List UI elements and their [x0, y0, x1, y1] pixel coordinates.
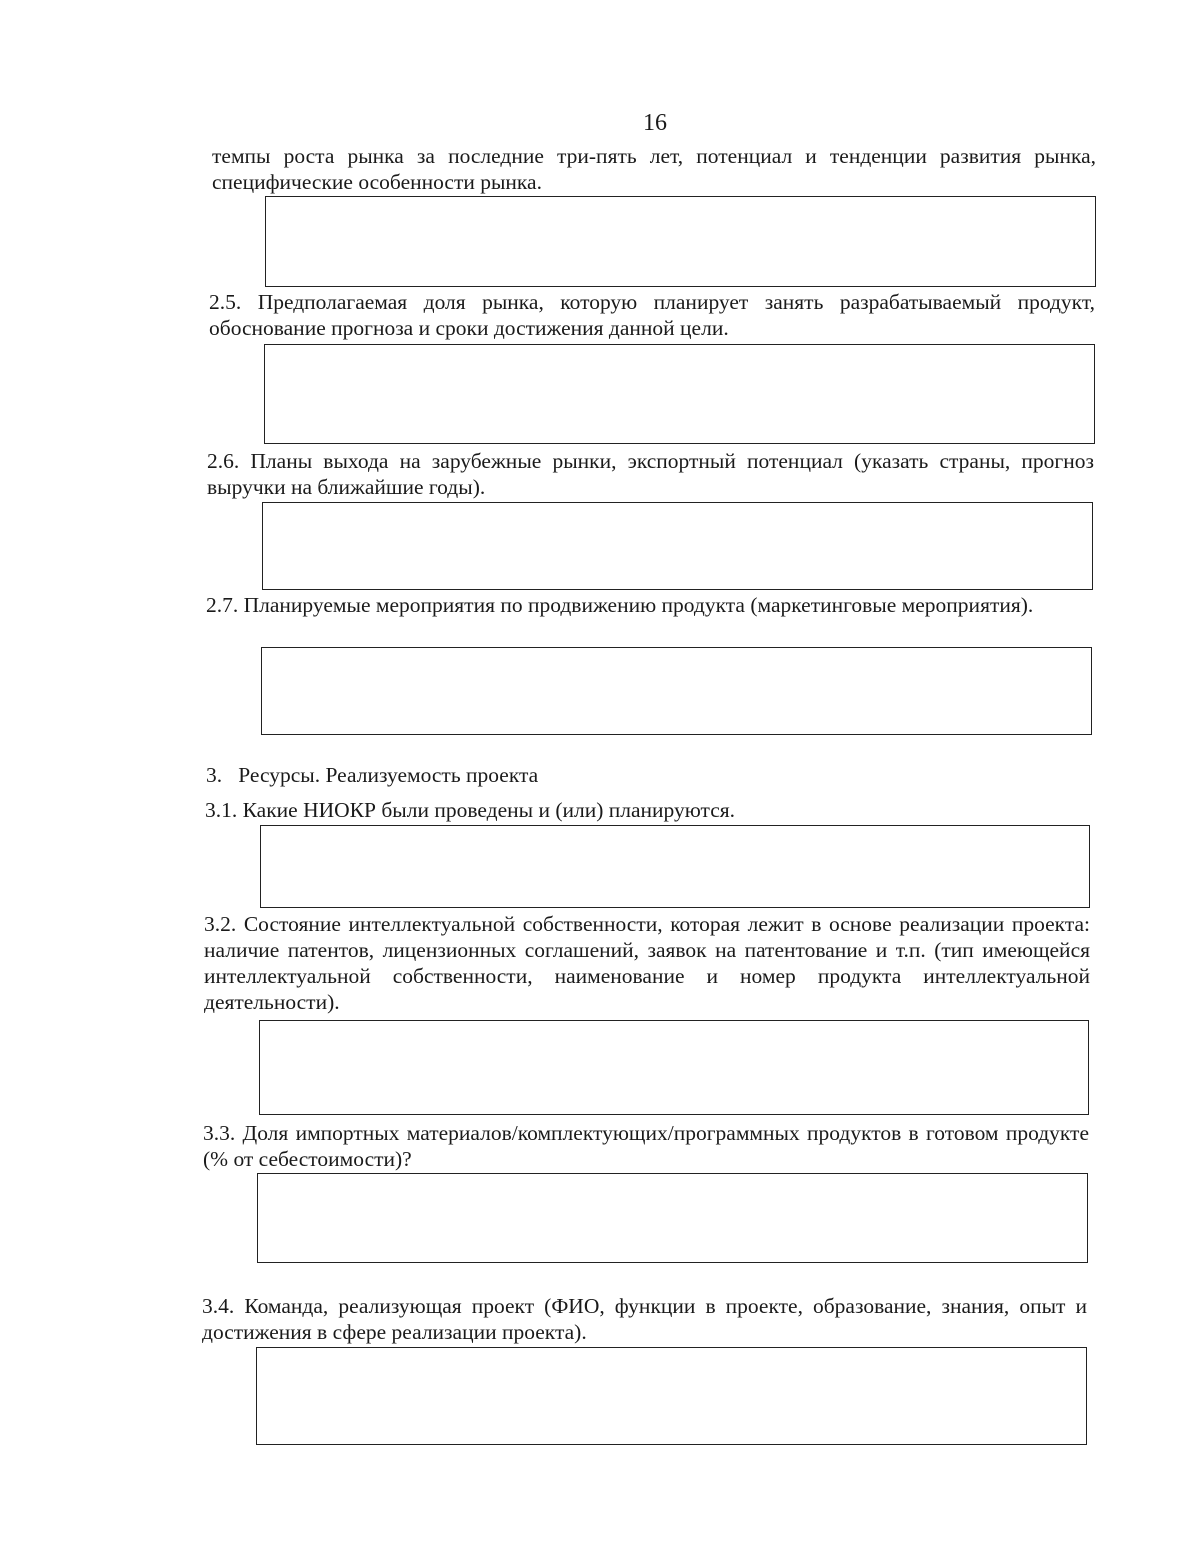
item-number: 2.6. — [207, 449, 240, 473]
item-text: Доля импортных материалов/комплектующих/программных продуктов в готовом продукте (% от себестоимости)? — [203, 1121, 1089, 1171]
section-3-heading — [206, 762, 906, 788]
answer-input-2-5[interactable] — [265, 345, 1094, 443]
item-3-3 — [203, 1120, 1089, 1172]
answer-box-2-7[interactable] — [261, 647, 1092, 735]
item-2-7 — [206, 592, 1093, 618]
intro-text: темпы роста рынка за последние три-пять лет, потенциал и тенденции развития рынка, специфические особенности рынка. — [212, 144, 1096, 194]
section-number: 3. — [206, 763, 223, 787]
item-text: Предполагаемая доля рынка, которую планирует занять разрабатываемый продукт, обоснование прогноза и сроки достижения данной цели. — [209, 290, 1095, 340]
item-text: Планируемые мероприятия по продвижению продукта (маркетинговые мероприятия). — [243, 593, 1034, 617]
answer-box-intro[interactable] — [265, 196, 1096, 287]
answer-box-3-2[interactable] — [259, 1020, 1089, 1115]
item-number: 3.3. — [203, 1121, 236, 1145]
item-2-6 — [207, 448, 1094, 500]
item-text: Планы выхода на зарубежные рынки, экспортный потенциал (указать страны, прогноз выручки на ближайшие годы). — [207, 449, 1095, 499]
section-title: Ресурсы. Реализуемость проекта — [238, 763, 539, 787]
page-number: 16 — [643, 110, 667, 136]
answer-box-2-6[interactable] — [262, 502, 1093, 590]
item-text: Состояние интеллектуальной собственности, которая лежит в основе реализации проекта: наличие патентов, лицензионных соглашений, заявок на патентование и т.п. (тип имеющейся интеллектуальной собственности, наименование и номер продукта интеллектуальной деятельности). — [204, 912, 1090, 1014]
item-number: 3.2. — [204, 912, 237, 936]
answer-input-3-4[interactable] — [257, 1348, 1086, 1444]
item-number: 2.7. — [206, 593, 239, 617]
item-text: Какие НИОКР были проведены и (или) планируются. — [242, 798, 736, 822]
answer-box-2-5[interactable] — [264, 344, 1095, 444]
answer-box-3-4[interactable] — [256, 1347, 1087, 1445]
item-text: Команда, реализующая проект (ФИО, функции в проекте, образование, знания, опыт и достижения в сфере реализации проекта). — [202, 1294, 1088, 1344]
item-3-4 — [202, 1293, 1087, 1345]
answer-input-2-6[interactable] — [263, 503, 1092, 589]
answer-input-3-3[interactable] — [258, 1174, 1087, 1262]
answer-box-3-1[interactable] — [260, 825, 1090, 908]
answer-box-3-3[interactable] — [257, 1173, 1088, 1263]
item-number: 2.5. — [209, 290, 242, 314]
item-number: 3.4. — [202, 1294, 235, 1318]
item-3-2 — [204, 911, 1090, 1015]
item-3-1 — [205, 797, 1092, 823]
answer-input-3-1[interactable] — [261, 826, 1089, 907]
answer-input-2-7[interactable] — [262, 648, 1091, 734]
answer-input-intro[interactable] — [266, 197, 1095, 286]
answer-input-3-2[interactable] — [260, 1021, 1088, 1114]
item-2-5 — [209, 289, 1095, 341]
intro-paragraph — [212, 143, 1096, 195]
item-number: 3.1. — [205, 798, 238, 822]
